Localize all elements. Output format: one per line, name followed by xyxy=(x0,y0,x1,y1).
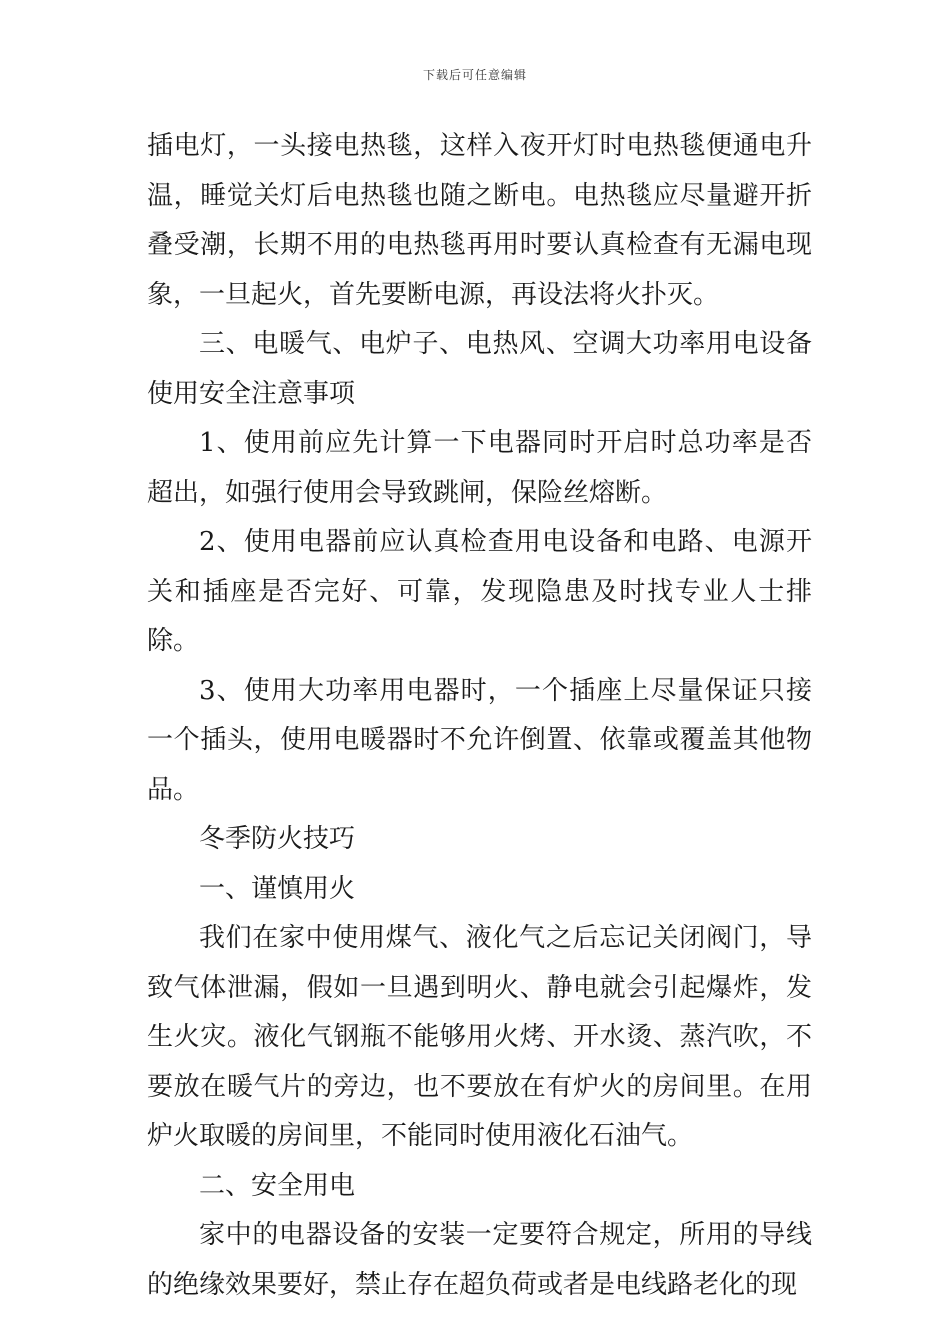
page-header: 下载后可任意编辑 xyxy=(422,68,527,82)
section-heading-careful-fire-use: 一、谨慎用火 xyxy=(199,873,356,904)
list-item-2: 2、使用电器前应认真检查用电设备和电路、电源开关和插座是否完好、可靠，发现隐患及时找专业人士排除。 xyxy=(147,527,812,656)
paragraph-gas-safety: 我们在家中使用煤气、液化气之后忘记关闭阀门，导致气体泄漏，假如一旦遇到明火、静电就会引起爆炸，发生火灾。液化气钢瓶不能够用火烤、开水烫、蒸汽吹，不要放在暖气片的旁边，也不要放在有炉火的房间里。在用炉火取暖的房间里，不能同时使用液化石油气。 xyxy=(147,923,812,1151)
list-item-3: 3、使用大功率用电器时，一个插座上尽量保证只接一个插头，使用电暖器时不允许倒置、依靠或覆盖其他物品。 xyxy=(147,675,812,805)
paragraph-continued-electric-blanket: 插电灯，一头接电热毯，这样入夜开灯时电热毯便通电升温，睡觉关灯后电热毯也随之断电。电热毯应尽量避开折叠受潮，长期不用的电热毯再用时要认真检查有无漏电现象，一旦起火，首先要断电源，再设法将火扑灭。 xyxy=(147,131,812,310)
section-title-winter-fire-tips: 冬季防火技巧 xyxy=(199,824,356,854)
document-body xyxy=(147,122,812,1310)
paragraph-electrical-installation: 家中的电器设备的安装一定要符合规定，所用的导线的绝缘效果要好，禁止存在超负荷或者是电线路老化的现 xyxy=(147,1220,812,1300)
list-item-1: 1、使用前应先计算一下电器同时开启时总功率是否超出，如强行使用会导致跳闸，保险丝熔断。 xyxy=(147,428,812,508)
section-heading-high-power-appliances: 三、电暖气、电炉子、电热风、空调大功率用电设备使用安全注意事项 xyxy=(147,329,812,409)
section-heading-electrical-safety: 二、安全用电 xyxy=(199,1170,356,1201)
